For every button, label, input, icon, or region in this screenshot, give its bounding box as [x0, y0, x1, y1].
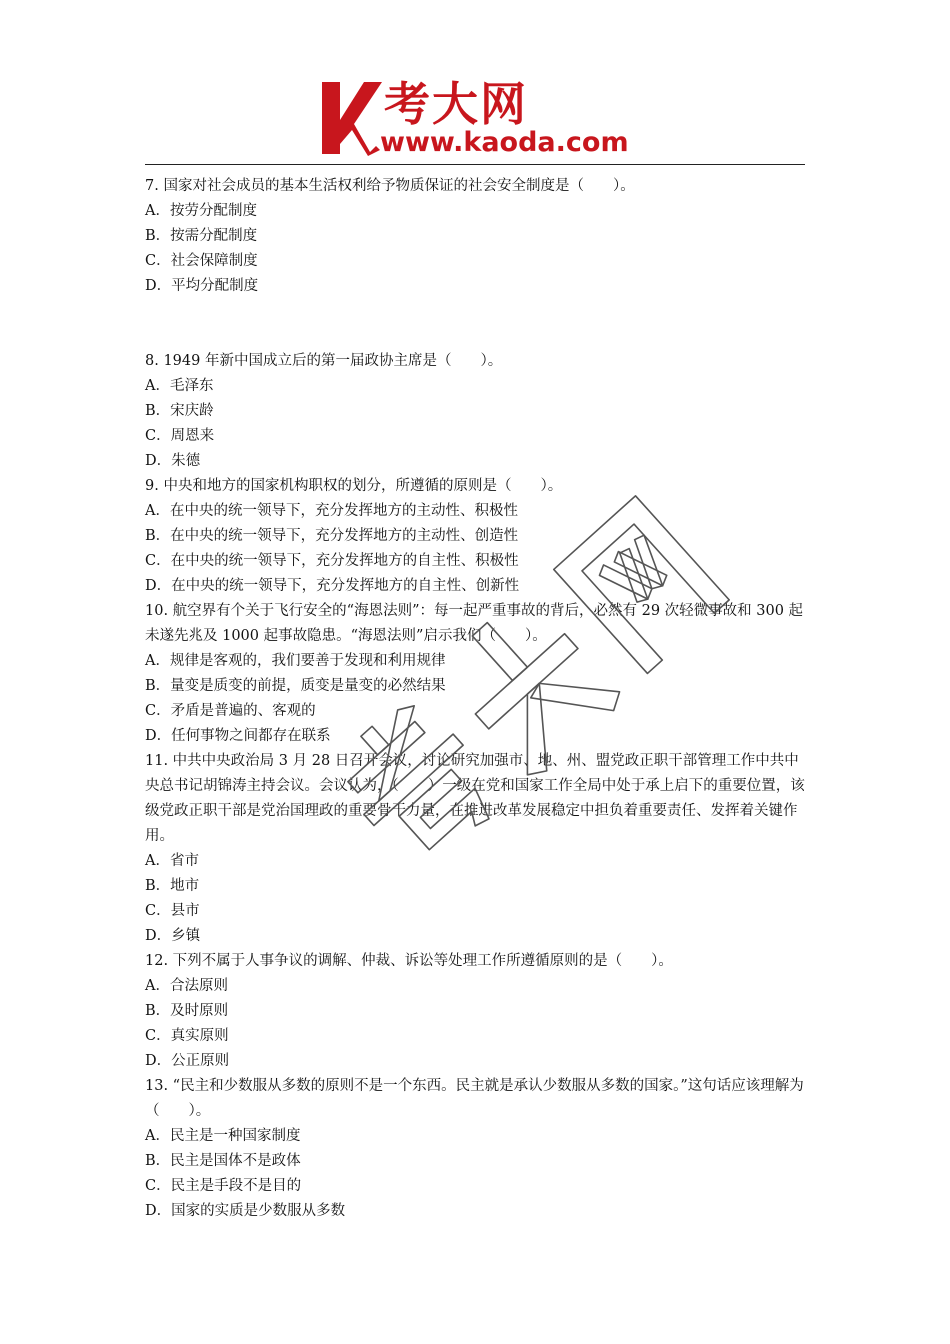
option-c: C．县市	[145, 903, 200, 919]
option-d: D．在中央的统一领导下，充分发挥地方的自主性、创新性	[145, 578, 520, 594]
question-12	[145, 949, 807, 1074]
question-8	[145, 349, 807, 474]
question-stem: 12. 下列不属于人事争议的调解、仲裁、诉讼等处理工作所遵循原则的是（ ）。	[145, 953, 673, 969]
option-a: A．按劳分配制度	[145, 203, 257, 219]
option-a: A．民主是一种国家制度	[145, 1128, 301, 1144]
question-stem: 10. 航空界有个关于飞行安全的“海恩法则”：每一起严重事故的背后，必然有 29 次轻微事故和 300 起未遂先兆及 1000 起事故隐患。“海恩法则”启示我们（ ）。	[145, 603, 804, 644]
option-d: D．任何事物之间都存在联系	[145, 728, 331, 744]
question-9	[145, 474, 807, 599]
option-a: A．规律是客观的，我们要善于发现和利用规律	[145, 653, 446, 669]
header-divider	[145, 164, 805, 165]
k-logo-icon	[318, 80, 384, 156]
question-13	[145, 1074, 807, 1224]
option-d: D．国家的实质是少数服从多数	[145, 1203, 346, 1219]
question-list	[145, 174, 807, 1224]
page-header	[0, 0, 950, 170]
option-a: A．在中央的统一领导下，充分发挥地方的主动性、积极性	[145, 503, 518, 519]
option-c: C．在中央的统一领导下，充分发挥地方的自主性、积极性	[145, 553, 519, 569]
option-c: C．矛盾是普遍的、客观的	[145, 703, 316, 719]
spacer	[145, 299, 807, 349]
option-b: B．宋庆龄	[145, 403, 214, 419]
option-b: B．及时原则	[145, 1003, 229, 1019]
question-10	[145, 599, 807, 749]
kaoda-logo	[318, 77, 638, 158]
question-stem: 8. 1949 年新中国成立后的第一届政协主席是（ ）。	[145, 353, 503, 369]
question-stem: 11. 中共中央政治局 3 月 28 日召开会议，讨论研究加强市、地、州、盟党政正职干部管理工作中共中央总书记胡锦涛主持会议。会议认为，（ ）一级在党和国家工作全局中处于承上启下的重要位置，该级党政正职干部是党治国理政的重要骨干力量，在推进改革发展稳定中担负着重要责任、发挥着关键作用。	[145, 753, 805, 844]
question-11	[145, 749, 807, 949]
option-d: D．朱德	[145, 453, 201, 469]
option-b: B．在中央的统一领导下，充分发挥地方的主动性、创造性	[145, 528, 519, 544]
option-a: A．合法原则	[145, 978, 228, 994]
question-stem: 9. 中央和地方的国家机构职权的划分，所遵循的原则是（ ）。	[145, 478, 563, 494]
option-c: C．周恩来	[145, 428, 215, 444]
option-b: B．量变是质变的前提，质变是量变的必然结果	[145, 678, 446, 694]
option-a: A．省市	[145, 853, 199, 869]
option-b: B．民主是国体不是政体	[145, 1153, 301, 1169]
logo-title: 考大网	[384, 77, 528, 131]
question-stem: 7. 国家对社会成员的基本生活权利给予物质保证的社会安全制度是（ ）。	[145, 178, 635, 194]
option-b: B．按需分配制度	[145, 228, 258, 244]
option-d: D．公正原则	[145, 1053, 230, 1069]
option-c: C．真实原则	[145, 1028, 229, 1044]
option-d: D．平均分配制度	[145, 278, 259, 294]
logo-url: www.kaoda.com	[380, 127, 629, 158]
question-stem: 13. “民主和少数服从多数的原则不是一个东西。民主就是承认少数服从多数的国家。”这句话应该理解为（ ）。	[145, 1078, 804, 1119]
option-a: A．毛泽东	[145, 378, 214, 394]
option-d: D．乡镇	[145, 928, 201, 944]
question-7	[145, 174, 807, 299]
option-b: B．地市	[145, 878, 200, 894]
option-c: C．社会保障制度	[145, 253, 258, 269]
option-c: C．民主是手段不是目的	[145, 1178, 302, 1194]
